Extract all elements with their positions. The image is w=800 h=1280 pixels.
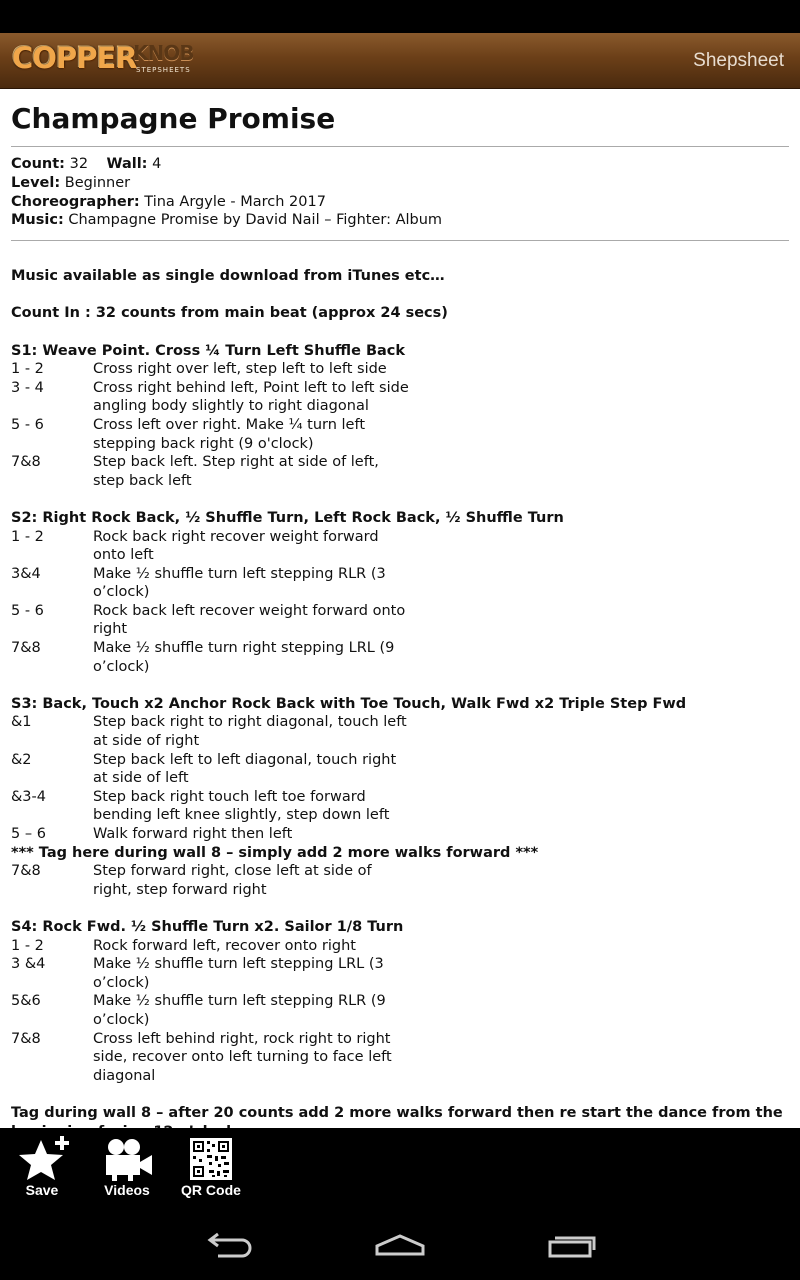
step-count: 3&4: [11, 565, 41, 582]
wall-value: 4: [152, 156, 162, 172]
step-row: [11, 825, 789, 844]
step-row: [11, 937, 789, 956]
level-row: [11, 174, 789, 193]
step-count: 5 - 6: [11, 602, 44, 619]
step-count: 7&8: [11, 1030, 41, 1047]
step-row: [11, 955, 789, 992]
recent-apps-icon: [541, 1226, 601, 1262]
music-label: Music:: [11, 212, 64, 229]
divider: [11, 146, 789, 147]
step-count: &3-4: [11, 788, 46, 805]
step-row: [11, 862, 789, 899]
music-row: [11, 211, 789, 230]
step-row: [11, 360, 789, 379]
wall-label: Wall:: [106, 156, 148, 172]
divider: [11, 240, 789, 241]
step-count: 1 - 2: [11, 361, 44, 378]
step-description: Make ½ shuffle turn left stepping RLR (3 o’clock): [93, 565, 386, 601]
step-description: Walk forward right then left: [93, 826, 293, 842]
logo-copper-text: COPPER: [12, 41, 137, 75]
step-count: 7&8: [11, 863, 41, 880]
back-arrow-icon: [200, 1226, 260, 1262]
section-gap: [11, 676, 789, 695]
step-description: Rock back left recover weight forward onto right: [93, 602, 406, 638]
step-row: [11, 713, 789, 750]
step-row: [11, 788, 789, 825]
section-heading: S1: Weave Point. Cross ¼ Turn Left Shuffle Back: [11, 342, 406, 359]
section-gap: [11, 490, 789, 509]
section-gap: [11, 899, 789, 918]
step-row: [11, 379, 789, 416]
qr-code-icon: [176, 1134, 246, 1182]
choreographer-row: [11, 193, 789, 212]
step-row: [11, 453, 789, 490]
copperknob-logo[interactable]: [12, 41, 202, 81]
home-icon: [370, 1226, 430, 1262]
step-description: Rock forward left, recover onto right: [93, 937, 356, 954]
count-wall-row: [11, 155, 789, 174]
step-description: Cross left over right. Make ¼ turn left stepping back right (9 o'clock): [93, 416, 366, 452]
sections-container: [11, 342, 789, 1104]
section-heading: S3: Back, Touch x2 Anchor Rock Back with Toe Touch, Walk Fwd x2 Triple Step Fwd: [11, 695, 687, 712]
step-count: &1: [11, 714, 32, 731]
app-bar: [0, 33, 800, 89]
step-description: Step forward right, close left at side of right, step forward right: [93, 863, 372, 898]
save-button[interactable]: [7, 1134, 77, 1198]
step-row: [11, 602, 789, 639]
level-label: Level:: [11, 174, 61, 191]
logo-knob-text: KNOB: [133, 41, 194, 65]
step-row: [11, 1030, 789, 1086]
level-value: Beginner: [64, 174, 131, 191]
step-count: &2: [11, 751, 32, 768]
stepsheet-body: [11, 267, 789, 1141]
step-count: 5 - 6: [11, 416, 44, 433]
step-row: [11, 565, 789, 602]
step-description: Make ½ shuffle turn left stepping LRL (3 o’clock): [93, 956, 384, 991]
action-bar: [0, 1128, 800, 1208]
dance-title: Champagne Promise: [11, 102, 336, 135]
count-value: 32: [69, 156, 89, 172]
step-description: Cross right behind left, Point left to left side angling body slightly to right diagonal: [93, 379, 409, 415]
video-camera-icon: [92, 1134, 162, 1182]
step-row: [11, 416, 789, 453]
step-count: 7&8: [11, 454, 41, 471]
step-count: 5 – 6: [11, 826, 46, 842]
step-description: Make ½ shuffle turn right stepping LRL (9 o’clock): [93, 640, 395, 675]
step-row: [11, 751, 789, 788]
logo-sub-text: STEPSHEETS: [136, 66, 191, 74]
step-count: 3 &4: [11, 956, 46, 973]
stepsheet-content[interactable]: [0, 89, 800, 1128]
star-plus-icon: [7, 1134, 77, 1182]
choreographer-value: Tina Argyle - March 2017: [144, 193, 326, 210]
step-description: Cross left behind right, rock right to right side, recover onto left turning to face left diagonal: [93, 1030, 392, 1084]
step-description: Make ½ shuffle turn left stepping RLR (9 o’clock): [93, 993, 386, 1028]
music-note: Music available as single download from iTunes etc…: [11, 268, 445, 285]
step-count: 3 - 4: [11, 379, 44, 396]
tag-note: Tag during wall 8 – after 20 counts add 2 more walks forward then re start the dance from the: [11, 1104, 783, 1121]
choreographer-label: Choreographer:: [11, 193, 140, 210]
step-count: 1 - 2: [11, 528, 44, 545]
app-title: Shepsheet: [693, 50, 784, 71]
dance-meta: [11, 155, 789, 230]
step-description: Step back right to right diagonal, touch left at side of right: [93, 714, 407, 750]
step-description: Step back right touch left toe forward bending left knee slightly, step down left: [93, 788, 390, 824]
section-heading: S2: Right Rock Back, ½ Shuffle Turn, Left Rock Back, ½ Shuffle Turn: [11, 509, 564, 526]
tag-callout: *** Tag here during wall 8 – simply add 2 more walks forward ***: [11, 844, 539, 861]
back-button[interactable]: [200, 1226, 260, 1262]
qr-code-button[interactable]: [176, 1134, 246, 1198]
videos-label: Videos: [104, 1182, 150, 1198]
recent-apps-button[interactable]: [541, 1226, 601, 1262]
section-gap: [11, 1085, 789, 1104]
step-description: Cross right over left, step left to left side: [93, 361, 387, 378]
save-label: Save: [25, 1182, 59, 1198]
system-nav-bar: [0, 1208, 800, 1280]
step-count: 7&8: [11, 640, 41, 657]
step-description: Rock back right recover weight forward onto left: [93, 528, 379, 564]
step-row: [11, 992, 789, 1029]
section-heading: S4: Rock Fwd. ½ Shuffle Turn x2. Sailor 1/8 Turn: [11, 918, 404, 935]
step-description: Step back left. Step right at side of left, step back left: [93, 454, 379, 489]
count-label: Count:: [11, 156, 65, 172]
count-in-note: Count In : 32 counts from main beat (approx 24 secs): [11, 305, 448, 322]
step-count: 1 - 2: [11, 937, 44, 954]
step-row: [11, 528, 789, 565]
music-value: Champagne Promise by David Nail – Fighter: Album: [68, 212, 443, 229]
step-description: Step back left to left diagonal, touch right at side of left: [93, 751, 397, 787]
step-count: 5&6: [11, 993, 41, 1010]
videos-button[interactable]: [92, 1134, 162, 1198]
status-bar: [0, 0, 800, 33]
step-row: [11, 639, 789, 676]
qr-code-label: QR Code: [181, 1182, 241, 1198]
home-button[interactable]: [370, 1226, 430, 1262]
